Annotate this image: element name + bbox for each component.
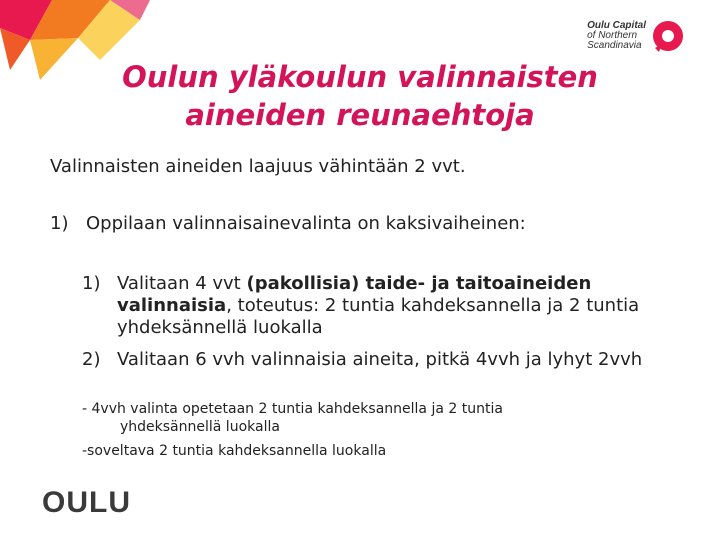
item-number: 1) [50,213,69,234]
sub-item-text: Valitaan 6 vvh valinnaisia aineita, pitkä 4vvh ja lyhyt 2vvh [117,349,643,370]
speech-bubble-logo-icon [650,18,686,54]
sub-item-number: 1) [82,273,101,294]
slide-title-line1: Oulun yläkoulun valinnaisten [122,60,598,94]
note-line-3: -soveltava 2 tuntia kahdeksannella luokalla [82,443,387,459]
sub-item-text [117,273,682,339]
slide-title [60,58,660,134]
oulu-city-logo: OULU [42,486,131,519]
oulu-capital-logo [587,18,686,54]
sub-item-2 [82,349,682,371]
capital-logo-text [587,21,646,51]
sub-item-text-bold: (pakollisia) taide- ja taitoaineiden valinnaisia [117,273,592,316]
sub-item-number: 2) [82,349,101,370]
selection-process-item [50,213,526,234]
scope-statement: Valinnaisten aineiden laajuus vähintään 2 vvt. [50,156,466,177]
slide-title-line2: aineiden reunaehtoja [185,98,535,132]
capital-logo-line1: Oulu Capital [587,20,646,31]
note-line-2: yhdeksännellä luokalla [120,419,280,435]
item-text: Oppilaan valinnaisainevalinta on kaksivaiheinen: [86,213,526,234]
sub-item-text-post: , toteutus: 2 tuntia kahdeksannella ja 2 tuntia yhdeksännellä luokalla [117,295,640,338]
capital-logo-line3: Scandinavia [587,40,642,51]
sub-item-1 [82,273,682,339]
sub-item-text-pre: Valitaan 4 vvt [117,273,247,294]
capital-logo-line2: of Northern [587,30,638,41]
note-line-1: - 4vvh valinta opetetaan 2 tuntia kahdeksannella ja 2 tuntia [82,401,503,417]
